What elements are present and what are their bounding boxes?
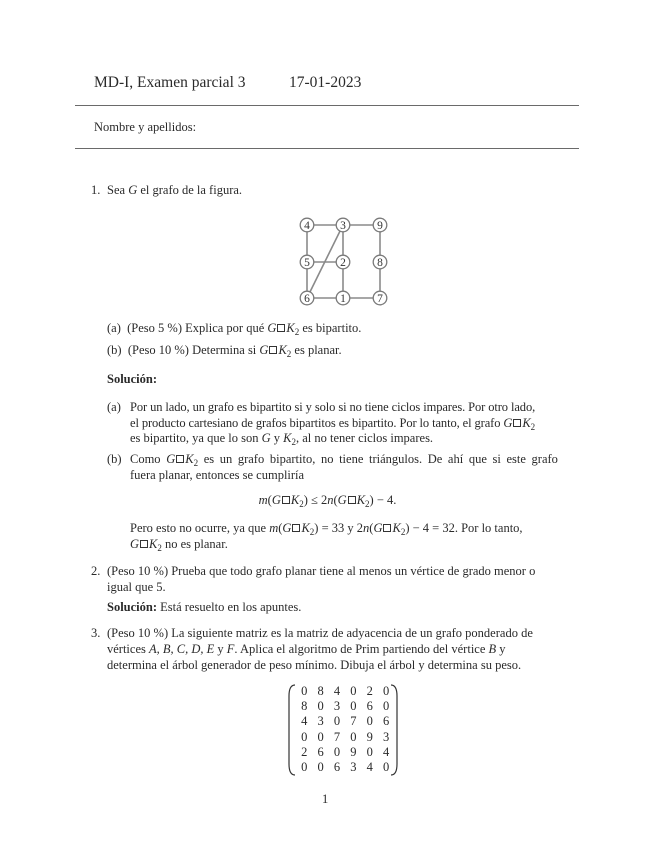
math-var: B [488,642,497,656]
solution-line: Pero esto no ocurre, ya que [130,521,270,535]
page-number: 1 [322,792,329,806]
svg-text:9: 9 [377,220,383,233]
matrix-cell: 0 [333,744,341,759]
solution-b-line2: fuera planar, entonces se cumpliría [130,468,305,482]
graph-vertex-9 [373,218,387,232]
part-text: Explica por qué [185,321,268,335]
matrix-cell: 0 [383,699,390,714]
matrix-cell: 3 [383,729,390,744]
problem-text: y [214,642,227,656]
graph-vertex-7 [373,291,387,305]
matrix-cell: 4 [383,744,390,759]
exam-title: MD-I, Examen parcial 3 [94,74,246,91]
matrix-cell: 0 [333,714,341,729]
matrix-cell: 7 [333,729,341,744]
problem-1-number: 1. [91,183,101,197]
matrix-row [296,745,394,760]
problem-3-number: 3. [91,626,101,640]
matrix-row [296,714,394,729]
svg-text:1: 1 [340,293,346,306]
problem-2-line2: igual que 5. [107,580,166,594]
matrix-cell: 6 [317,744,324,759]
solution-line: el producto cartesiano de grafos bipartitos es bipartito. Por lo tanto, el grafo [130,415,504,430]
matrix-cell: 9 [350,744,357,759]
matrix-cell: 0 [301,729,308,744]
matrix-cell: 0 [301,760,308,775]
graph-vertex-3 [336,218,350,232]
problem-2-solution [107,600,301,616]
solution-line: Por un lado, un grafo es bipartito si y solo si no tiene ciclos impares. Por otro lado, [130,400,536,414]
matrix-cell: 0 [317,760,324,775]
graph-vertex-4 [300,218,314,232]
matrix-table [296,684,394,775]
solution-b-line4: G $K_2$ no es planar. [130,537,228,553]
solution-line: Como [130,452,167,466]
matrix-cell: 4 [366,760,373,775]
matrix-cell: 3 [317,714,324,729]
name-field-label: Nombre y apellidos: [94,120,197,134]
matrix-row [296,730,394,745]
matrix-cell: 0 [317,729,324,744]
matrix-cell: 0 [383,760,390,775]
matrix-row [296,684,394,699]
graph-vertex-2 [336,255,350,269]
matrix-cell: 3 [333,699,341,714]
solution-a-label: (a) [107,400,121,414]
matrix-row [296,760,394,775]
matrix-cell: 6 [366,699,373,714]
part-text: es bipartito. [299,321,362,335]
matrix-cell: 8 [317,684,324,699]
matrix-cell: 4 [333,684,341,699]
solution-line: , al no tener ciclos impares. [295,431,434,445]
part-label: (a) [107,321,121,335]
solution-heading: Solución: [107,372,158,386]
matrix-cell: 2 [301,744,308,759]
math-var: G [128,183,138,197]
adjacency-matrix [288,684,398,776]
svg-text:3: 3 [340,220,346,233]
solution-a-text: Por un lado, un grafo es bipartito si y solo si no tiene ciclos impares. Por otro lado, el producto cartesiano de grafos bipartitos es bipartito. Por lo tanto, el grafo G $K_2$ es bipartito, ya que lo son G y $K_2$, al no tener ciclos impares. [130,400,578,447]
problem-2-line1: (Peso 10 %) Prueba que todo grafo planar tiene al menos un vértice de grado menor o [107,564,536,578]
solution-b-line1: Como G $K_2$ es un grafo bipartito, no tiene triángulos. De ahí que si este grafo [130,452,558,468]
part-weight: (Peso 10 %) [127,343,189,357]
matrix-cell: 0 [350,684,357,699]
svg-text:7: 7 [377,293,383,306]
part-label: (b) [107,343,122,357]
matrix-cell: 0 [366,714,373,729]
problem-text: . Aplica el algoritmo de Prim partiendo del vértice [234,642,489,656]
part-weight: (Peso 5 %) [127,321,182,335]
exam-date: 17-01-2023 [289,74,362,91]
statement-text: el grafo de la figura. [137,183,243,197]
math-var: F [226,642,235,656]
graph-vertex-8 [373,255,387,269]
matrix-cell: 0 [317,699,324,714]
svg-text:5: 5 [304,257,310,270]
math-var: A, B, C, D, E [149,642,215,656]
matrix-cell: 6 [383,714,390,729]
graph-vertex-5 [300,255,314,269]
matrix-cell: 3 [350,760,357,775]
matrix-cell: 8 [301,699,308,714]
matrix-cell: 2 [366,684,373,699]
matrix-cell: 6 [333,760,341,775]
matrix-cell: 0 [350,699,357,714]
matrix-row [296,699,394,714]
solution-line: y [270,431,284,445]
matrix-cell: 4 [301,714,308,729]
matrix-cell: 0 [301,684,308,699]
matrix-cell: 0 [350,729,357,744]
solution-b-label: (b) [107,452,122,466]
svg-text:8: 8 [377,257,383,270]
solution-heading: Solución: [107,600,158,614]
problem-text: vértices [107,642,149,656]
svg-text:2: 2 [340,257,346,270]
matrix-cell: 7 [350,714,357,729]
matrix-cell: 9 [366,729,373,744]
problem-2-number: 2. [91,564,101,578]
solution-line: no es planar. [161,537,228,551]
svg-text:4: 4 [304,220,310,233]
statement-text: Sea [107,183,129,197]
matrix-cell: 0 [383,684,390,699]
graph-vertex-6 [300,291,314,305]
svg-text:6: 6 [304,293,310,306]
left-paren [288,684,296,776]
problem-1-part-b: (b) (Peso 10 %) Determina si G $K_2$ es planar. [107,343,342,359]
solution-b-line3: Pero esto no ocurre, ya que m(G $K_2) = 33$ y 2n(G $K_2) - 4 = 32$. Por lo tanto, [130,521,523,537]
problem-3-line3: determina el árbol generador de peso mínimo. Dibuja el árbol y determina su peso. [107,658,522,672]
graph-vertex-1 [336,291,350,305]
right-paren [390,684,398,776]
problem-3-line2 [107,642,506,658]
matrix-cell: 0 [366,744,373,759]
solution-b-formula: m(G $K_2) \le 2n(G$ $K_2) - 4$. [258,493,397,509]
part-text: Determina si [192,343,260,357]
part-text: es planar. [291,343,342,357]
problem-text: y [496,642,506,656]
solution-line: es bipartito, ya que lo son [130,431,262,445]
problem-3-line1: (Peso 10 %) La siguiente matriz es la matriz de adyacencia de un grafo ponderado de [107,626,533,640]
solution-line: − 4 = 32. Por lo tanto, [409,521,523,535]
solution-line: = 33 y [318,521,357,535]
problem-1-part-a: (a) (Peso 5 %) Explica por qué G $K_2$ es bipartito. [107,321,362,337]
solution-line: es un grafo bipartito, no tiene triángulos. De ahí que si este grafo [198,452,558,466]
solution-text: Está resuelto en los apuntes. [157,600,302,614]
